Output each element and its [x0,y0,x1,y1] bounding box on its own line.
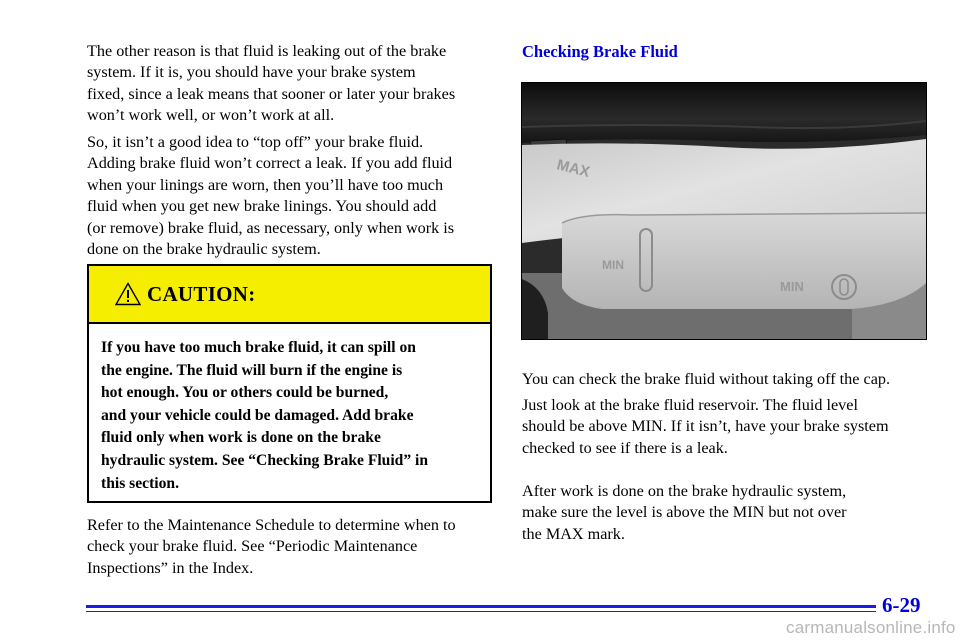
reservoir-illustration [522,83,926,339]
paragraph-maintenance-schedule: Refer to the Maintenance Schedule to determine when to check your brake fluid. See “Periodic Maintenance Inspections” in the Index. [87,516,456,577]
footer-rule-thin [86,611,876,612]
caution-header [89,266,490,324]
min-label-right: MIN [780,279,804,294]
paragraph-check-without-cap: You can check the brake fluid without taking off the cap. [522,370,891,388]
caution-text: If you have too much brake fluid, it can spill on the engine. The fluid will burn if the engine is hot enough. You or others could be burned, and your vehicle could be damaged. Add brake fluid only when work is done on the brake hydraulic system. See “Checking Brake Fluid” in this section. [101,339,429,492]
brake-fluid-reservoir-photo [521,82,927,340]
warning-triangle-icon [115,282,141,306]
paragraph-reservoir-level: Just look at the brake fluid reservoir. The fluid level should be above MIN. If it isn’t, have your brake system checked to see if there is a leak. [522,396,889,457]
caution-box [87,264,492,503]
paragraph-after-work: After work is done on the brake hydraulic system, make sure the level is above the MIN but not over the MAX mark. [522,482,847,543]
page-number: 6-29 [882,593,921,617]
max-label: MAX [555,156,592,181]
paragraph-fluid-leak: The other reason is that fluid is leaking out of the brake system. If it is, you should have your brake system fixed, since a leak means that sooner or later your brakes won’t work well, or won’t work at all. [87,42,456,125]
caution-title: CAUTION: [147,282,256,306]
footer-rule [86,605,876,608]
section-heading-checking-brake-fluid: Checking Brake Fluid [522,42,678,61]
min-label-left: MIN [602,258,624,272]
watermark: carmanualsonline.info [786,618,956,637]
paragraph-top-off: So, it isn’t a good idea to “top off” your brake fluid. Adding brake fluid won’t correct a leak. If you add fluid when your linings are worn, then you’ll have too much fluid when you get new brake linings. You should add (or remove) brake fluid, as necessary, only when work is done on the brake hydraulic system. [87,133,455,259]
